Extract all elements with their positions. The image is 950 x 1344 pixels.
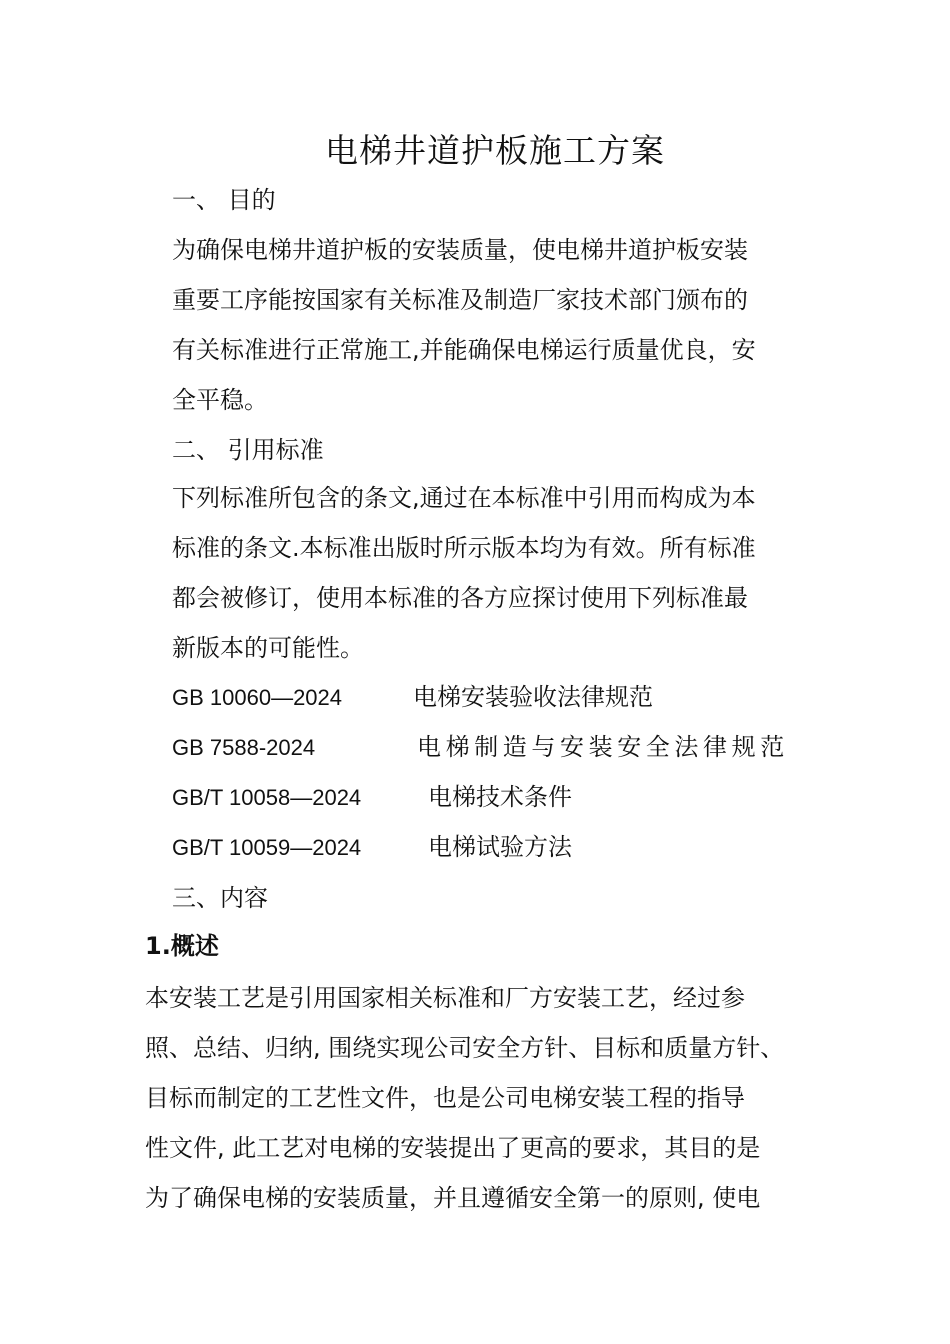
section-heading-content: 三、内容	[172, 884, 268, 912]
standard-code: GB 7588-2024	[172, 735, 316, 760]
paragraph-line: 照、总结、归纳, 围绕实现公司安全方针、目标和质量方针、	[145, 1034, 785, 1062]
paragraph-line: 为确保电梯井道护板的安装质量，使电梯井道护板安装	[172, 236, 748, 264]
paragraph-line: 都会被修订，使用本标准的各方应探讨使用下列标准最	[172, 584, 748, 612]
standard-name: 电梯技术条件	[428, 783, 572, 811]
paragraph-line: 新版本的可能性。	[172, 634, 364, 662]
paragraph-line: 下列标准所包含的条文,通过在本标准中引用而构成为本	[172, 484, 756, 512]
section-heading-purpose: 一、 目的	[172, 186, 276, 214]
standard-name: 电梯安装验收法律规范	[413, 683, 653, 711]
paragraph-line: 本安装工艺是引用国家相关标准和厂方安装工艺，经过参	[145, 984, 745, 1012]
paragraph-line: 标准的条文.本标准出版时所示版本均为有效。所有标准	[172, 534, 756, 562]
section-heading-references: 二、 引用标准	[172, 436, 324, 464]
standard-code: GB/T 10058—2024	[172, 785, 362, 810]
paragraph-line: 目标而制定的工艺性文件，也是公司电梯安装工程的指导	[145, 1084, 745, 1112]
paragraph-line: 重要工序能按国家有关标准及制造厂家技术部门颁布的	[172, 286, 748, 314]
standard-name: 电梯制造与安装安全法律规范	[417, 733, 789, 761]
standard-code: GB 10060—2024	[172, 685, 343, 710]
subsection-heading-overview: 1.概述	[145, 932, 219, 960]
paragraph-line: 有关标准进行正常施工,并能确保电梯运行质量优良，安	[172, 336, 756, 364]
standard-name: 电梯试验方法	[428, 833, 572, 861]
paragraph-line: 为了确保电梯的安装质量，并且遵循安全第一的原则, 使电	[145, 1184, 761, 1212]
document-title: 电梯井道护板施工方案	[325, 131, 665, 170]
paragraph-line: 性文件, 此工艺对电梯的安装提出了更高的要求，其目的是	[145, 1134, 761, 1162]
standard-code: GB/T 10059—2024	[172, 835, 362, 860]
paragraph-line: 全平稳。	[172, 386, 268, 414]
